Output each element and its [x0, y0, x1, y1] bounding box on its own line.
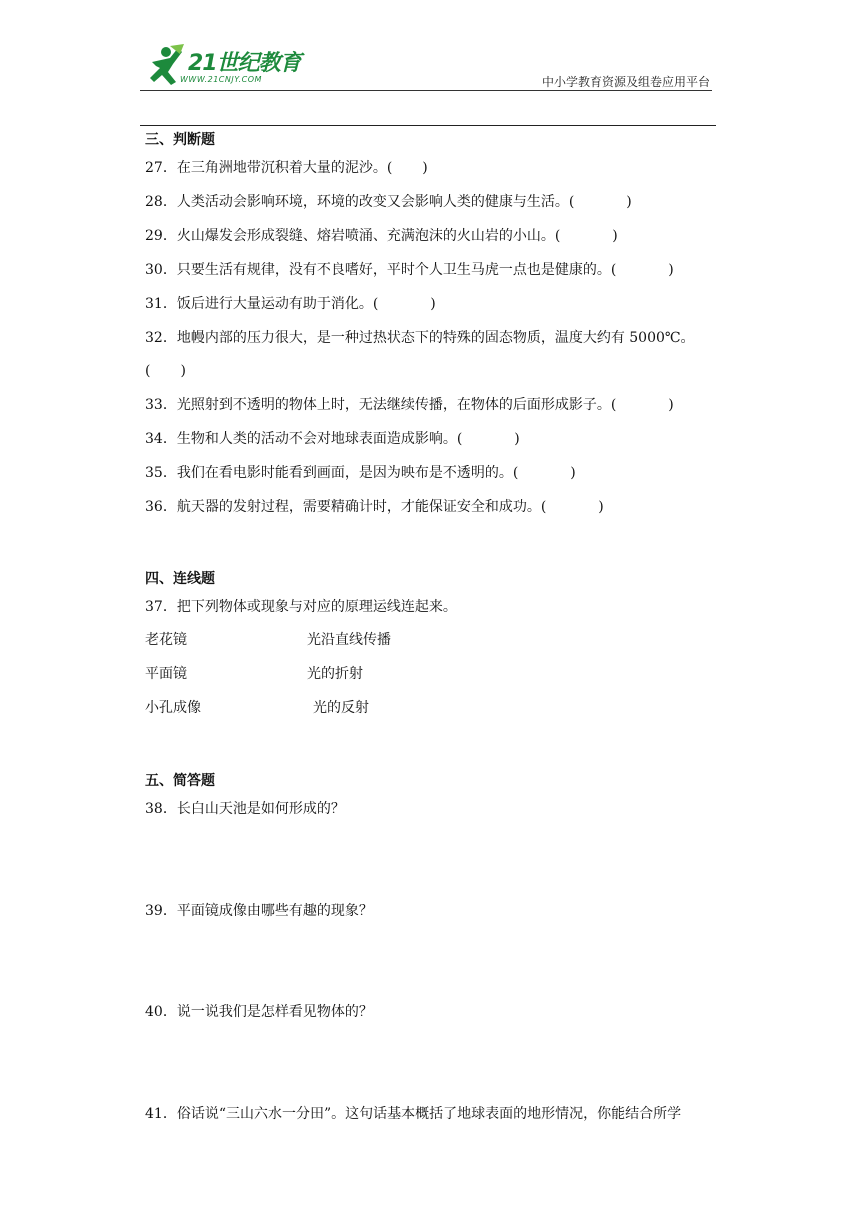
- match-right-2: 光的折射: [307, 666, 363, 682]
- paren-close: ): [180, 363, 186, 379]
- match-right-1: 光沿直线传播: [307, 632, 391, 648]
- question-text: 31．饭后进行大量运动有助于消化。(: [145, 296, 379, 312]
- question-30: [145, 260, 674, 280]
- question-text: 32．地幔内部的压力很大，是一种过热状态下的特殊的固态物质，温度大约有 5000℃。: [145, 330, 695, 346]
- paren-close: ): [668, 262, 674, 278]
- paren-close: ): [598, 499, 604, 515]
- question-text: 29．火山爆发会形成裂缝、熔岩喷涌、充满泡沫的火山岩的小山。(: [145, 228, 561, 244]
- question-text: 35．我们在看电影时能看到画面，是因为映布是不透明的。(: [145, 465, 519, 481]
- paren-close: ): [612, 228, 618, 244]
- question-32-answer: [145, 361, 186, 381]
- question-28: [145, 192, 632, 212]
- question-text: 27．在三角洲地带沉积着大量的泥沙。(: [145, 160, 393, 176]
- question-29: [145, 226, 618, 246]
- section-title-judge: 三、判断题: [145, 132, 215, 148]
- question-text: 34．生物和人类的活动不会对地球表面造成影响。(: [145, 431, 463, 447]
- match-left-3: 小孔成像: [145, 700, 201, 716]
- question-36: [145, 497, 604, 517]
- question-31: [145, 294, 436, 314]
- section-title-match: 四、连线题: [145, 571, 215, 587]
- question-37: 37．把下列物体或现象与对应的原理运线连起来。: [145, 599, 457, 615]
- match-left-1: 老花镜: [145, 632, 187, 648]
- paren-open: (: [145, 363, 151, 379]
- logo-text: 21世纪教育: [188, 51, 301, 76]
- logo-url: WWW.21CNJY.COM: [180, 75, 262, 84]
- question-text: 30．只要生活有规律，没有不良嗜好，平时个人卫生马虎一点也是健康的。(: [145, 262, 617, 278]
- question-text: 36．航天器的发射过程，需要精确计时，才能保证安全和成功。(: [145, 499, 547, 515]
- paren-close: ): [668, 397, 674, 413]
- question-text: 33．光照射到不透明的物体上时，无法继续传播，在物体的后面形成影子。(: [145, 397, 617, 413]
- question-39: 39．平面镜成像由哪些有趣的现象？: [145, 903, 373, 919]
- question-27: [145, 158, 428, 178]
- header-divider: [140, 90, 712, 91]
- platform-name: 中小学教育资源及组卷应用平台: [541, 75, 710, 89]
- question-34: [145, 429, 520, 449]
- question-32: [145, 328, 695, 348]
- match-right-3: 光的反射: [313, 700, 369, 716]
- question-33: [145, 395, 674, 415]
- content-divider: [140, 125, 716, 126]
- paren-close: ): [570, 465, 576, 481]
- paren-close: ): [422, 160, 428, 176]
- match-left-2: 平面镜: [145, 666, 187, 682]
- section-title-short: 五、简答题: [145, 773, 215, 789]
- paren-close: ): [626, 194, 632, 210]
- paren-close: ): [430, 296, 436, 312]
- paren-close: ): [514, 431, 520, 447]
- question-40: 40．说一说我们是怎样看见物体的？: [145, 1004, 373, 1020]
- question-35: [145, 463, 576, 483]
- logo: [140, 44, 310, 90]
- question-41: 41．俗话说“三山六水一分田”。这句话基本概括了地球表面的地形情况，你能结合所学: [145, 1106, 682, 1122]
- question-text: 28．人类活动会影响环境，环境的改变又会影响人类的健康与生活。(: [145, 194, 575, 210]
- question-38: 38．长白山天池是如何形成的？: [145, 801, 345, 817]
